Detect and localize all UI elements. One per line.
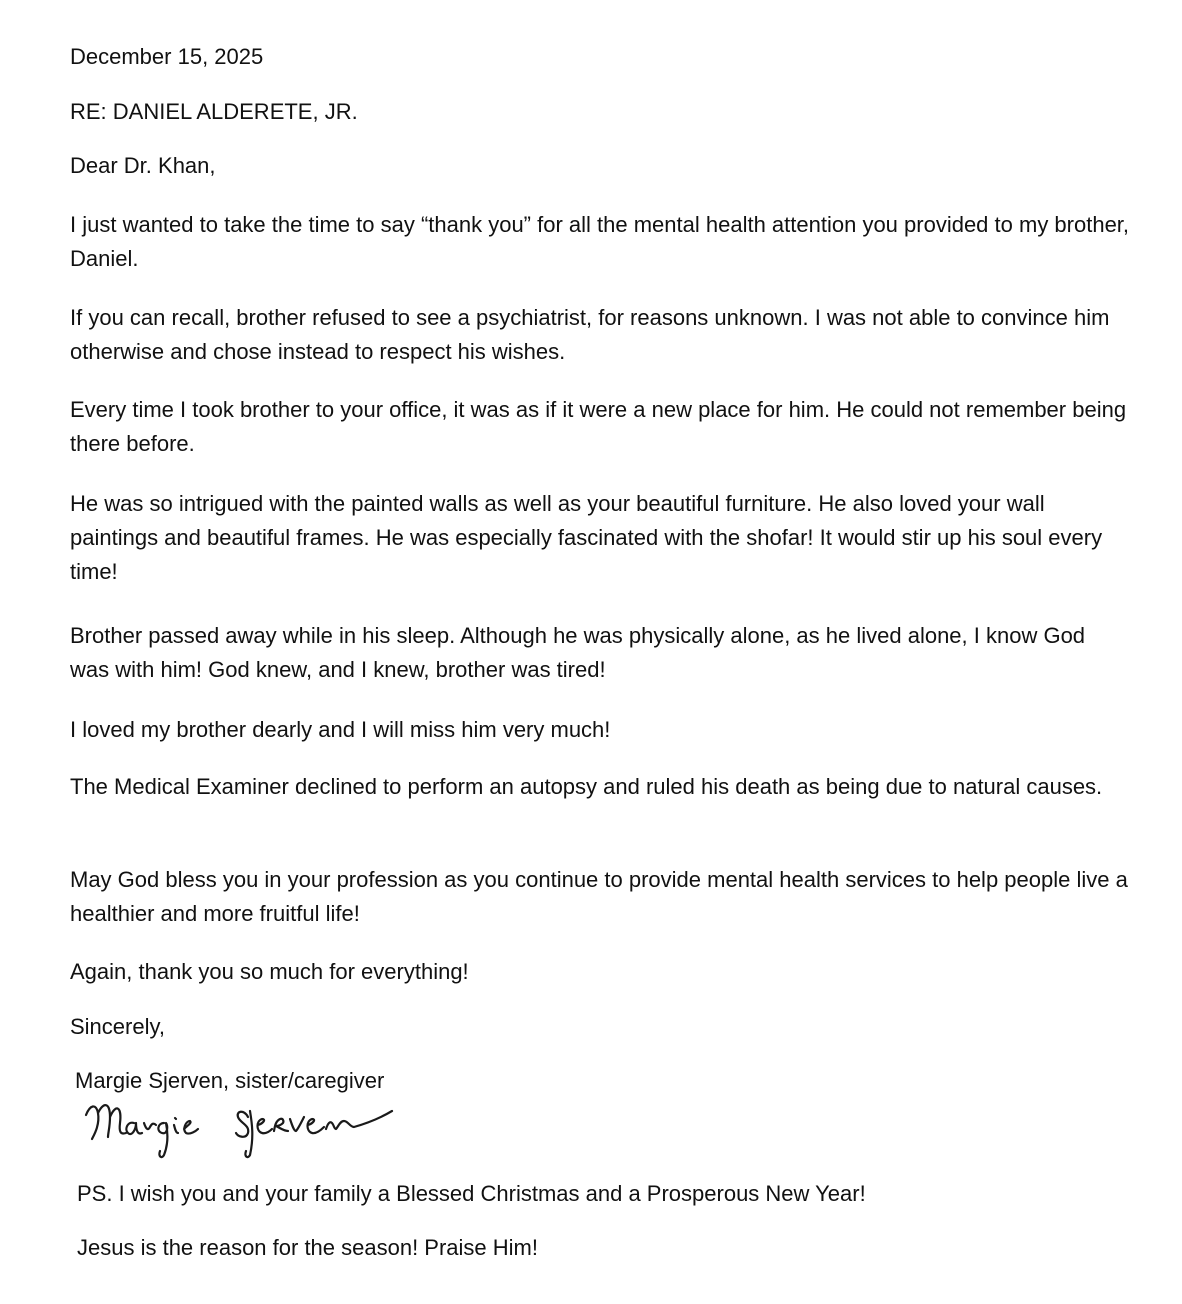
paragraph-office-decor: He was so intrigued with the painted walls as well as your beautiful furniture. He also loved your wall paintings and beautiful frames. He was especially fascinated with the shofar! It would stir up his soul every time! xyxy=(70,491,1103,584)
salutation: Dear Dr. Khan, xyxy=(70,153,216,178)
re-line: RE: DANIEL ALDERETE, JR. xyxy=(70,99,358,124)
final-line: Jesus is the reason for the season! Praise Him! xyxy=(77,1235,538,1260)
paragraph-office-visits: Every time I took brother to your office, it was as if it were a new place for him. He could not remember being there before. xyxy=(70,397,1127,456)
paragraph-loved-brother: I loved my brother dearly and I will miss him very much! xyxy=(70,717,611,742)
paragraph-blessing: May God bless you in your profession as you continue to provide mental health services to help people live a healthier and more fruitful life! xyxy=(70,867,1128,926)
signer-name: Margie Sjerven, sister/caregiver xyxy=(75,1068,385,1093)
closing: Sincerely, xyxy=(70,1014,165,1039)
paragraph-passing: Brother passed away while in his sleep. Although he was physically alone, as he lived alone, I know God was with him! God knew, and I knew, brother was tired! xyxy=(70,623,1086,682)
paragraph-thanks-again: Again, thank you so much for everything! xyxy=(70,959,469,984)
paragraph-medical-examiner: The Medical Examiner declined to perform an autopsy and ruled his death as being due to natural causes. xyxy=(70,774,1103,799)
paragraph-thank-you: I just wanted to take the time to say “thank you” for all the mental health attention you provided to my brother, Daniel. xyxy=(70,212,1130,271)
letter-date: December 15, 2025 xyxy=(70,44,264,69)
handwritten-signature xyxy=(78,1093,398,1163)
paragraph-psychiatrist: If you can recall, brother refused to see a psychiatrist, for reasons unknown. I was not able to convince him otherwise and chose instead to respect his wishes. xyxy=(70,305,1110,364)
postscript: PS. I wish you and your family a Blessed Christmas and a Prosperous New Year! xyxy=(77,1181,866,1206)
